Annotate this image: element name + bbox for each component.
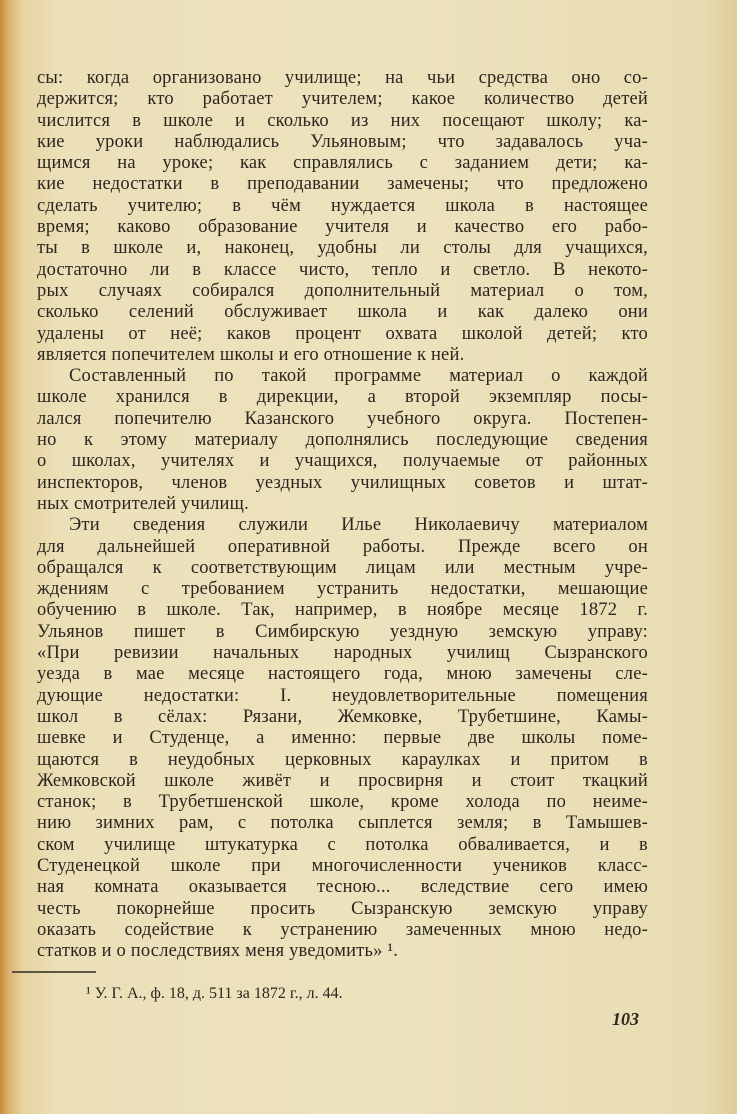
text-line: шевке и Студенце, а именно: первые две школы поме- [37,728,648,749]
paragraph [37,515,648,962]
text-line: сы: когда организовано училище; на чьи средства оно со- [37,68,648,88]
text-line: кие недостатки в преподавании замечены; что предложено [37,174,648,195]
text-line: обучению в школе. Так, например, в ноябре месяце 1872 г. [37,600,648,621]
text-line: достаточно ли в классе чисто, тепло и светло. В некото- [37,259,648,280]
text-line: Эти сведения служили Илье Николаевичу материалом [69,515,648,536]
text-line: для дальнейшей оперативной работы. Прежде всего он [37,536,648,557]
text-line: честь покорнейше просить Сызранскую земскую управу [37,898,648,919]
body-text [37,68,648,962]
footnote-divider [12,971,96,973]
text-line: Составленный по такой программе материал о каждой [69,366,648,387]
text-line: ты в школе и, наконец, удобны ли столы для учащихся, [37,238,648,259]
text-line: сделать учителю; в чём нуждается школа в настоящее [37,195,648,216]
text-line: Студенецкой школе при многочисленности учеников класс- [37,855,648,876]
text-line: Жемковской школе живёт и просвирня и стоит ткацкий [37,770,648,791]
text-line: щимся на уроке; как справлялись с заданием дети; ка- [37,153,648,174]
text-line: нию зимних рам, с потолка сыплется земля; в Тамышев- [37,813,648,834]
text-line: школ в сёлах: Рязани, Жемковке, Трубетшине, Камы- [37,706,648,727]
text-line: удалены от неё; каков процент охвата школой детей; кто [37,323,648,344]
text-line: Ульянов пишет в Симбирскую уездную земскую управу: [37,621,648,642]
text-line: сколько селений обслуживает школа и как далеко они [37,302,648,323]
text-line: школе хранился в дирекции, а второй экземпляр посы- [37,387,648,408]
text-line: числится в школе и сколько из них посещают школу; ка- [37,110,648,131]
text-line: является попечителем школы и его отношение к ней. [37,344,465,365]
text-line: время; каково образование учителя и качество его рабо- [37,217,648,238]
text-line: кие уроки наблюдались Ульяновым; что задавалось уча- [37,131,648,152]
paragraph [37,68,648,366]
footnote: ¹ У. Г. А., ф. 18, д. 511 за 1872 г., л. 44. [86,985,343,1002]
text-line: уезда в мае месяце настоящего года, мною замечены сле- [37,664,648,685]
text-line: статков и о последствиях меня уведомить» ¹. [37,941,399,962]
text-line: дующие недостатки: I. неудовлетворительные помещения [37,685,648,706]
page-number: 103 [612,1009,639,1029]
text-line: щаются в неудобных церковных караулках и притом в [37,749,648,770]
text-line: ных смотрителей училищ. [37,493,249,514]
text-line: держится; кто работает учителем; какое количество детей [37,89,648,110]
text-line: ждениям с требованием устранить недостатки, мешающие [37,579,648,600]
text-line: рых случаях собирался дополнительный материал о том, [37,280,648,301]
text-line: обращался к соответствующим лицам или местным учре- [37,557,648,578]
text-line: инспекторов, членов уездных училищных советов и штат- [37,472,648,493]
text-line: лался попечителю Казанского учебного округа. Постепен- [37,408,648,429]
text-line: но к этому материалу дополнялись последующие сведения [37,430,648,451]
text-line: ском училище штукатурка с потолка обваливается, и в [37,834,648,855]
text-line: оказать содействие к устранению замеченных мною недо- [37,919,648,940]
paragraph [37,366,648,515]
text-line: ная комната оказывается тесною... вследствие сего имею [37,877,648,898]
text-line: о школах, учителях и учащихся, получаемые от районных [37,451,648,472]
text-line: станок; в Трубетшенской школе, кроме холода по неиме- [37,792,648,813]
text-line: «При ревизии начальных народных училищ Сызранского [37,643,648,664]
